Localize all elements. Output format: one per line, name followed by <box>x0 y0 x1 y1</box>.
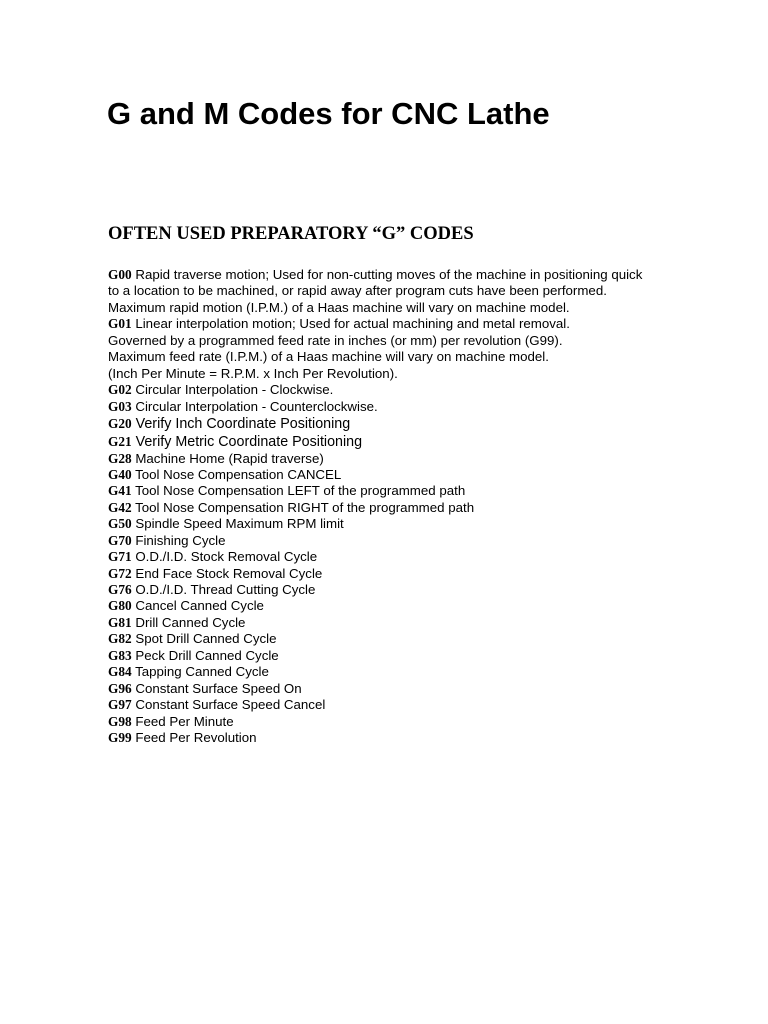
code-description: Feed Per Revolution <box>131 729 257 745</box>
code-description: O.D./I.D. Thread Cutting Cycle <box>131 582 316 598</box>
g-code-label: G71 <box>108 549 132 565</box>
g-code-label: G03 <box>108 398 132 414</box>
code-description: (Inch Per Minute = R.P.M. x Inch Per Revolution). <box>108 365 398 381</box>
code-line <box>108 714 708 730</box>
code-line <box>108 267 708 283</box>
code-line <box>108 316 708 332</box>
g-code-label: G84 <box>108 664 132 680</box>
code-line <box>108 382 708 398</box>
g-code-label: G72 <box>108 565 132 581</box>
g-code-label: G21 <box>108 433 132 449</box>
code-description: Finishing Cycle <box>131 532 226 548</box>
section-heading: OFTEN USED PREPARATORY “G” CODES <box>108 224 474 244</box>
code-line <box>108 615 708 631</box>
code-description: Tool Nose Compensation CANCEL <box>131 466 342 482</box>
g-code-label: G96 <box>108 680 132 696</box>
code-line <box>108 399 708 415</box>
code-line <box>108 730 708 746</box>
code-line <box>108 366 708 382</box>
g-code-label: G42 <box>108 499 132 515</box>
code-line <box>108 566 708 582</box>
code-line <box>108 467 708 483</box>
code-line <box>108 533 708 549</box>
code-description: Constant Surface Speed Cancel <box>131 697 326 713</box>
code-line <box>108 333 708 349</box>
code-line <box>108 433 708 451</box>
g-code-label: G99 <box>108 729 132 745</box>
code-description: Feed Per Minute <box>131 713 234 729</box>
g-code-label: G80 <box>108 598 132 614</box>
code-line <box>108 300 708 316</box>
code-description: Governed by a programmed feed rate in inches (or mm) per revolution (G99). <box>108 332 563 348</box>
g-code-label: G28 <box>108 450 132 466</box>
code-description: Verify Inch Coordinate Positioning <box>131 415 351 432</box>
code-description: O.D./I.D. Stock Removal Cycle <box>131 549 318 565</box>
page-title: G and M Codes for CNC Lathe <box>107 96 550 131</box>
g-code-label: G41 <box>108 483 132 499</box>
code-line <box>108 451 708 467</box>
code-description: Machine Home (Rapid traverse) <box>131 450 324 466</box>
code-line <box>108 483 708 499</box>
code-line <box>108 697 708 713</box>
g-code-label: G02 <box>108 382 132 398</box>
code-description: Peck Drill Canned Cycle <box>131 647 279 663</box>
code-description: Spot Drill Canned Cycle <box>131 631 277 647</box>
g-code-label: G98 <box>108 713 132 729</box>
code-description: Verify Metric Coordinate Positioning <box>131 433 363 450</box>
code-description: Spindle Speed Maximum RPM limit <box>131 516 344 532</box>
code-description: Maximum rapid motion (I.P.M.) of a Haas machine will vary on machine model. <box>108 299 570 315</box>
code-description: Constant Surface Speed On <box>131 680 302 696</box>
code-description: Tapping Canned Cycle <box>131 664 269 680</box>
g-code-label: G40 <box>108 466 132 482</box>
g-code-label: G70 <box>108 532 132 548</box>
g-code-label: G83 <box>108 647 132 663</box>
code-description: End Face Stock Removal Cycle <box>131 565 323 581</box>
code-description: Drill Canned Cycle <box>131 614 246 630</box>
g-code-label: G76 <box>108 582 132 598</box>
g-code-label: G97 <box>108 697 132 713</box>
g-code-list <box>108 267 708 746</box>
code-line <box>108 648 708 664</box>
code-description: to a location to be machined, or rapid away after program cuts have been performed. <box>108 283 607 299</box>
code-description: Tool Nose Compensation LEFT of the programmed path <box>131 483 466 499</box>
code-line <box>108 631 708 647</box>
code-line <box>108 415 708 433</box>
g-code-label: G01 <box>108 316 132 332</box>
code-description: Linear interpolation motion; Used for actual machining and metal removal. <box>131 316 570 332</box>
g-code-label: G00 <box>108 267 132 282</box>
code-line <box>108 582 708 598</box>
code-line <box>108 500 708 516</box>
code-description: Rapid traverse motion; Used for non-cutting moves of the machine in positioning quick <box>131 267 643 282</box>
code-description: Circular Interpolation - Counterclockwise. <box>131 398 378 414</box>
code-line <box>108 349 708 365</box>
code-line <box>108 283 708 299</box>
g-code-label: G50 <box>108 516 132 532</box>
code-description: Maximum feed rate (I.P.M.) of a Haas machine will vary on machine model. <box>108 349 549 365</box>
code-line <box>108 681 708 697</box>
code-line <box>108 664 708 680</box>
g-code-label: G82 <box>108 631 132 647</box>
code-line <box>108 549 708 565</box>
code-description: Circular Interpolation - Clockwise. <box>131 382 334 398</box>
code-line <box>108 598 708 614</box>
code-line <box>108 516 708 532</box>
g-code-label: G20 <box>108 415 132 431</box>
code-description: Cancel Canned Cycle <box>131 598 264 614</box>
code-description: Tool Nose Compensation RIGHT of the programmed path <box>131 499 475 515</box>
g-code-label: G81 <box>108 614 132 630</box>
